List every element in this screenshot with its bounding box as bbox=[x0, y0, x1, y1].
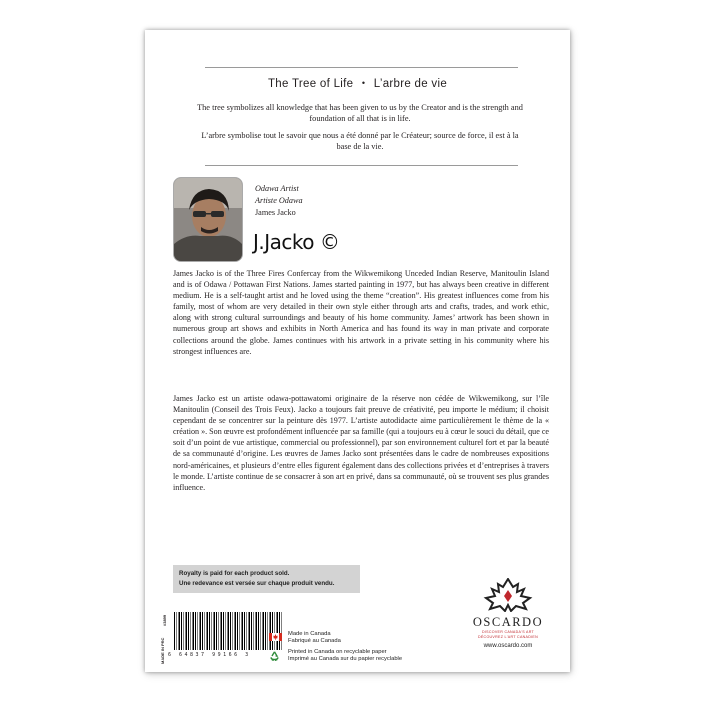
printed-in-canada-row bbox=[269, 649, 402, 663]
artist-info bbox=[255, 183, 303, 219]
card-back bbox=[145, 30, 570, 672]
brand-tagline-french: DÉCOUVREZ L'ART CANADIEN bbox=[477, 634, 539, 639]
title-separator: • bbox=[361, 78, 366, 88]
made-in-label: MADE IN PRC bbox=[160, 637, 165, 664]
barcode-number: 6 64837 99166 3 bbox=[168, 652, 251, 658]
brand-name: OSCARDO bbox=[472, 615, 544, 629]
royalty-french: Une redevance est versée sur chaque produit vendu. bbox=[179, 580, 335, 587]
made-in-canada-row bbox=[269, 631, 402, 645]
origin-info bbox=[269, 631, 402, 667]
barcode-icon bbox=[174, 612, 282, 650]
sku-number: #3899 bbox=[162, 614, 167, 626]
artist-photo bbox=[173, 177, 243, 262]
royalty-notice bbox=[173, 565, 360, 593]
tagline-french: L’arbre symbolise tout le savoir que nous a été donné par le Créateur; source de force, il est à la base de la vie. bbox=[201, 131, 519, 151]
canada-flag-icon bbox=[269, 633, 282, 642]
recycle-icon bbox=[269, 651, 282, 660]
artist-label-french: Artiste Odawa bbox=[255, 196, 303, 205]
bio-english: James Jacko is of the Three Fires Confercay from the Wikwemikong Unceded Indian Reserve, Manitoulin Island and is of Odawa / Pottawan First Nations. James started painting in 1977, but has always been creative in different medium. He is a self-taught artist and he loved using the theme “creation”. His greatest influences come from his family, most of whom are very detailed in their own style either through arts and crafts, trades, and work ethic, along with strong cultural surroundings and beauty of his home community. James’ artwork has been shown in numerous group art shows and exhibits in North America and has found its way in man private and corporate collections around the globe. James continues with his artwork in a private setting in his community where his strongest influences are. bbox=[173, 269, 549, 356]
title-french: L’arbre de vie bbox=[373, 78, 448, 90]
made-in-canada-french: Fabriqué au Canada bbox=[288, 638, 341, 644]
page-title bbox=[145, 78, 570, 90]
royalty-english: Royalty is paid for each product sold. bbox=[179, 570, 290, 577]
printed-in-canada-french: Imprimé au Canada sur du papier recyclable bbox=[288, 656, 403, 662]
brand-website-link[interactable]: www.oscardo.com bbox=[483, 643, 533, 649]
artist-name: James Jacko bbox=[255, 208, 296, 217]
top-divider bbox=[205, 67, 518, 68]
tagline-english: The tree symbolizes all knowledge that has been given to us by the Creator and is the strength and foundation of all that is in life. bbox=[197, 103, 523, 123]
printed-in-canada-english: Printed in Canada on recyclable paper bbox=[288, 649, 387, 655]
brand-tagline-english: DISCOVER CANADA'S ART bbox=[481, 630, 535, 634]
maple-leaf-icon bbox=[480, 578, 536, 612]
artist-label-english: Odawa Artist bbox=[255, 184, 299, 193]
artist-signature: J.Jacko © bbox=[253, 230, 340, 254]
middle-divider bbox=[205, 165, 518, 166]
made-in-canada-english: Made in Canada bbox=[288, 631, 331, 637]
barcode-block bbox=[158, 612, 278, 664]
oscardo-logo bbox=[463, 578, 553, 649]
title-english: The Tree of Life bbox=[267, 78, 354, 90]
bio-french: James Jacko est un artiste odawa-pottawatomi originaire de la réserve non cédée de Wikwemikong, sur l’île Manitoulin (Conseil des Trois Feux). Jacko a toujours fait preuve de créativité, peu importe le médium; il choisit cependant de se concentrer sur la peinture dès 1977. L’artiste autodidacte aime particulièrement le thème de la « création ». Son œuvre est profondément influencée par sa famille (qui a toujours eu à cœur le souci du détail, que ce soit d’un point de vue artistique, commercial ou professionnel), par son environnement culturel fort et par la beauté de sa communauté d’origine. Les œuvres de James Jacko sont présentées dans le cadre de nombreuses expositions nord-américaines, et plusieurs d’entre elles figurent également dans des collections privées et d’entreprises à travers le monde. L’artiste continue de se consacrer à son art en privé, dans sa communauté, où se trouvent ses plus grandes influence. bbox=[173, 394, 550, 492]
